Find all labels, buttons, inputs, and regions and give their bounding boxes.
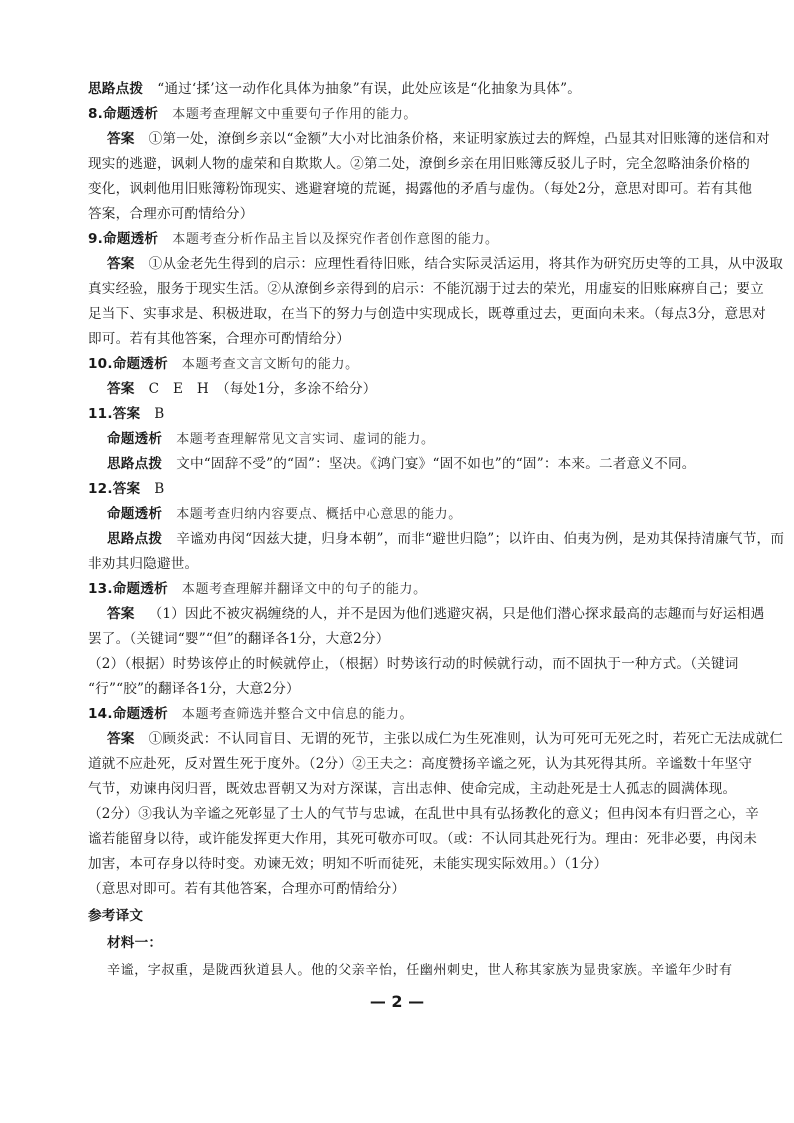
block-label: 答案 [112, 481, 141, 497]
section-heading: 参考译文 [88, 908, 144, 924]
q13-answer-line-3 [88, 655, 739, 673]
block-label: 命题透析 [112, 356, 168, 372]
block-text: 本题考查筛选并整合文中信息的能力。 [181, 707, 414, 722]
material-label: 材料一： [107, 935, 163, 951]
block-text: （2分）③我认为辛谧之死彰显了士人的气节与忠诚，在乱世中具有弘扬教化的意义；但冉闵本有归晋之心，辛 [88, 806, 759, 822]
q9-answer-line-3 [88, 305, 766, 323]
block-text: 答案，合理亦可酌情给分） [88, 206, 254, 222]
block-text: 足当下、实事求是、积极进取，在当下的努力与创造中实现成长，既尊重过去，更面向未来。（每点3分，意思对 [88, 306, 766, 322]
q9-answer-line-2 [88, 280, 764, 298]
block-text: 本题考查分析作品主旨以及探究作者创作意图的能力。 [172, 232, 499, 247]
question-number: 13. [88, 581, 113, 597]
block-label: 思路点拨 [88, 81, 144, 97]
block-label: 答案 [107, 731, 135, 747]
block-text: 气节，劝谏冉闵归晋，既效忠晋朝又为对方深谋，言出志伸、使命完成，主动赴死是士人孤志的圆满体现。 [88, 781, 737, 797]
block-label: 答案 [107, 131, 135, 147]
block-text: 本题考查理解常见文言实词、虚词的能力。 [176, 432, 435, 447]
q13-answer-line-2 [88, 630, 390, 648]
question-number: 11. [88, 406, 113, 422]
block-label: 命题透析 [103, 106, 159, 122]
block-label: 答案 [112, 406, 141, 422]
block-text: “行”“胶”的翻译各1分，大意2分） [88, 681, 300, 697]
q9-answer-line-4 [88, 330, 350, 348]
block-text: （2）（根据）时势该停止的时候就停止，（根据）时势该行动的时候就行动，而不固执于一种方式。（关键词 [88, 656, 739, 672]
q14-answer-line-1 [107, 730, 783, 748]
block-text: 道就不应赴死，反对置生死于度外。（2分）②王夫之：高度赞扬辛谧之死，认为其死得其所。辛谧数十年坚守 [88, 756, 753, 772]
question-number: 8. [88, 106, 104, 122]
q13-analysis [88, 580, 427, 599]
block-text: 非劝其归隐避世。 [88, 556, 199, 572]
block-text: 文中“固辞不受”的“固”：坚决。《鸿门宴》“固不如也”的“固”：本来。二者意义不同。 [176, 456, 696, 472]
question-number: 9. [88, 231, 104, 247]
q14-answer-line-5 [88, 830, 757, 848]
block-text: 本题考查文言文断句的能力。 [181, 357, 359, 372]
block-text: 现实的逃避，讽刺人物的虚荣和自欺欺人。②第二处，潦倒乡亲在用旧账簿反驳儿子时，完全忽略油条价格的 [88, 156, 751, 172]
q12-hint-line-2 [88, 555, 198, 573]
block-label: 命题透析 [103, 231, 159, 247]
block-label: 命题透析 [107, 431, 163, 447]
block-label: 答案 [107, 381, 135, 397]
block-text: B [154, 481, 165, 497]
block-text: 加害，本可存身以待时变。劝谏无效；明知不听而徒死，未能实现实际效用。）（1分） [88, 856, 608, 872]
q8-answer-line-1 [107, 130, 770, 148]
block-label: 思路点拨 [107, 531, 163, 547]
q8-answer-line-3 [88, 180, 752, 198]
q12-answer [88, 480, 164, 498]
block-text: C E H （每处1分，多涂不给分） [148, 381, 377, 397]
q11-hint [107, 455, 696, 473]
question-number: 10. [88, 356, 113, 372]
block-text: 辛谧劝冉闵“因兹大捷，归身本朝”，而非“避世归隐”；以许由、伯夷为例，是劝其保持清廉气节，而 [176, 531, 785, 547]
hint-line-ex7 [88, 80, 581, 98]
block-text: 变化，讽刺他用旧账簿粉饰现实、逃避窘境的荒诞，揭露他的矛盾与虚伪。（每处2分，意思对即可。若有其他 [88, 181, 753, 197]
q14-answer-line-4 [88, 805, 759, 823]
block-text: 罢了。（关键词“婴”“但”的翻译各1分，大意2分） [88, 631, 390, 647]
question-number: 12. [88, 481, 113, 497]
block-text: （1）因此不被灾祸缠绕的人，并不是因为他们逃避灾祸，只是他们潜心探求最高的志趣而与好运相遇 [148, 606, 765, 622]
block-text: （意思对即可。若有其他答案，合理亦可酌情给分） [88, 881, 406, 897]
block-text: ①顾炎武：不认同盲目、无谓的死节，主张以成仁为生死准则，认为可死可无死之时，若死亡无法成就仁 [148, 731, 784, 747]
q14-answer-line-3 [88, 780, 736, 798]
q14-answer-line-7 [88, 880, 405, 898]
block-text: 本题考查归纳内容要点、概括中心意思的能力。 [176, 507, 462, 522]
q9-analysis [88, 230, 499, 249]
q14-answer-line-6 [88, 855, 607, 873]
q10-analysis [88, 355, 359, 374]
q12-hint-line-1 [107, 530, 784, 548]
q8-answer-line-2 [88, 155, 750, 173]
block-text: 本题考查理解文中重要句子作用的能力。 [172, 107, 418, 122]
block-label: 命题透析 [107, 506, 163, 522]
q11-answer [88, 405, 164, 423]
q14-answer-line-2 [88, 755, 752, 773]
q11-analysis [107, 430, 435, 449]
block-label: 答案 [107, 606, 135, 622]
block-label: 命题透析 [112, 706, 168, 722]
block-text: 本题考查理解并翻译文中的句子的能力。 [181, 582, 427, 597]
q14-analysis [88, 705, 413, 724]
question-number: 14. [88, 706, 113, 722]
q9-answer-line-1 [107, 255, 783, 273]
block-label: 答案 [107, 256, 135, 272]
block-text: 真实经验，服务于现实生活。②从潦倒乡亲得到的启示：不能沉溺于过去的荣光，用虚妄的旧账麻痹自己；要立 [88, 281, 764, 297]
q10-answer [107, 380, 377, 398]
block-label: 命题透析 [112, 581, 168, 597]
page-number: — 2 — [369, 992, 425, 1011]
block-text: 即可。若有其他答案，合理亦可酌情给分） [88, 331, 351, 347]
q8-analysis [88, 105, 417, 124]
block-text: “通过‘揉’这一动作化具体为抽象”有误，此处应该是“化抽象为具体”。 [157, 81, 582, 97]
q8-answer-line-4 [88, 205, 254, 223]
block-label: 思路点拨 [107, 456, 163, 472]
block-text: 谧若能留身以待，或许能发挥更大作用，其死可敬亦可叹。（或：不认同其赴死行为。理由：死非必要，冉闵未 [88, 831, 758, 847]
q12-analysis [107, 505, 462, 524]
block-text: ①第一处，潦倒乡亲以“金额”大小对比油条价格，来证明家族过去的辉煌，凸显其对旧账簿的迷信和对 [148, 131, 770, 147]
reference-translation-heading [88, 907, 143, 925]
material-one-heading [107, 934, 162, 952]
q13-answer-line-4 [88, 680, 300, 698]
q13-answer-line-1 [107, 605, 764, 623]
translation-text-line: 辛谧，字叔重，是陇西狄道县人。他的父亲辛怡，任幽州刺史，世人称其家族为显贵家族。辛谧年少时有 [107, 963, 733, 978]
block-text: ①从金老先生得到的启示：应理性看待旧账，结合实际灵活运用，将其作为研究历史等的工具，从中汲取 [148, 256, 784, 272]
block-text: B [154, 406, 165, 422]
